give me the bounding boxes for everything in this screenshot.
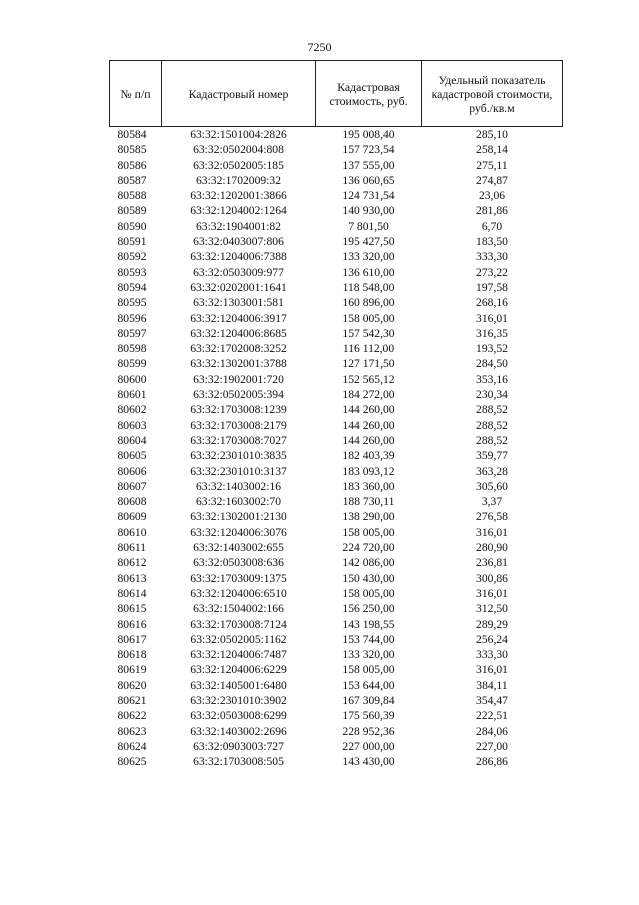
row-number: 80624 — [117, 739, 147, 753]
row-specific-indicator: 284,50 — [476, 357, 508, 371]
row-specific-indicator: 276,58 — [476, 510, 508, 524]
table-row — [110, 647, 563, 662]
row-specific-indicator: 316,01 — [476, 311, 508, 325]
row-cadastral-value: 153 644,00 — [342, 678, 395, 692]
row-specific-indicator: 288,52 — [476, 403, 508, 417]
row-cadastral-value: 144 260,00 — [342, 418, 395, 432]
row-cadastral-value: 188 730,11 — [342, 495, 395, 509]
row-specific-indicator: 3,37 — [481, 495, 503, 509]
row-cadastral-value: 144 260,00 — [342, 403, 395, 417]
row-number: 80614 — [117, 586, 147, 600]
row-cadastral-number: 63:32:1204006:7388 — [190, 250, 287, 264]
row-number: 80597 — [117, 326, 147, 340]
row-number: 80611 — [117, 541, 147, 555]
table-row — [110, 708, 563, 723]
table-row — [110, 158, 563, 173]
table-row — [110, 326, 563, 341]
row-cadastral-value: 182 403,39 — [342, 449, 395, 463]
table-row — [110, 479, 563, 494]
row-cadastral-number: 63:32:0502004:808 — [193, 143, 284, 157]
table-row — [110, 203, 563, 218]
row-specific-indicator: 183,50 — [476, 235, 508, 249]
row-cadastral-value: 144 260,00 — [342, 433, 395, 447]
table-row — [110, 601, 563, 616]
row-number: 80612 — [117, 556, 147, 570]
table-row — [110, 372, 563, 387]
row-number: 80606 — [117, 464, 147, 478]
row-number: 80610 — [117, 525, 147, 539]
header-specific-indicator: Удельный показатель кадастровой стоимости, руб./кв.м — [422, 61, 563, 127]
table-row — [110, 555, 563, 570]
row-cadastral-number: 63:32:1702009:32 — [195, 173, 282, 187]
row-specific-indicator: 258,14 — [476, 143, 508, 157]
row-specific-indicator: 316,01 — [476, 525, 508, 539]
table-row — [110, 188, 563, 203]
row-cadastral-number: 63:32:1902001:720 — [193, 372, 284, 386]
row-specific-indicator: 288,52 — [476, 418, 508, 432]
row-cadastral-number: 63:32:0202001:1641 — [190, 280, 287, 294]
table-row — [110, 540, 563, 555]
table-row — [110, 525, 563, 540]
row-cadastral-number: 63:32:1204006:3917 — [190, 311, 287, 325]
table-row — [110, 356, 563, 371]
table-header — [110, 61, 563, 127]
row-cadastral-number: 63:32:1703009:1375 — [190, 571, 287, 585]
table-row — [110, 341, 563, 356]
row-specific-indicator: 354,47 — [476, 693, 508, 707]
table-row — [110, 678, 563, 693]
table-row — [110, 311, 563, 326]
row-cadastral-value: 158 005,00 — [342, 525, 395, 539]
table-row — [110, 418, 563, 433]
row-specific-indicator: 6,70 — [481, 219, 503, 233]
row-number: 80615 — [117, 602, 147, 616]
row-specific-indicator: 286,86 — [476, 755, 508, 769]
table-row — [110, 754, 563, 769]
row-number: 80613 — [117, 571, 147, 585]
row-number: 80607 — [117, 479, 147, 493]
row-cadastral-number: 63:32:1403002:655 — [193, 541, 284, 555]
table-row — [110, 586, 563, 601]
table-row — [110, 295, 563, 310]
header-cadastral-number: Кадастровый номер — [162, 61, 316, 127]
row-number: 80616 — [117, 617, 147, 631]
row-cadastral-number: 63:32:2301010:3902 — [190, 693, 287, 707]
row-cadastral-value: 127 171,50 — [342, 357, 395, 371]
table-row — [110, 280, 563, 295]
row-cadastral-number: 63:32:1403002:2696 — [190, 724, 287, 738]
table-row — [110, 617, 563, 632]
row-cadastral-value: 184 272,00 — [342, 388, 395, 402]
row-specific-indicator: 359,77 — [476, 449, 508, 463]
row-number: 80591 — [117, 235, 147, 249]
row-cadastral-number: 63:32:1603002:70 — [195, 495, 282, 509]
row-specific-indicator: 353,16 — [476, 372, 508, 386]
table-row — [110, 662, 563, 677]
row-specific-indicator: 256,24 — [476, 632, 508, 646]
row-specific-indicator: 316,01 — [476, 586, 508, 600]
row-cadastral-value: 156 250,00 — [342, 602, 395, 616]
row-cadastral-value: 118 548,00 — [342, 280, 395, 294]
row-cadastral-number: 63:32:1703008:2179 — [190, 418, 287, 432]
row-cadastral-number: 63:32:1703008:7124 — [190, 617, 287, 631]
table-row — [110, 127, 563, 143]
header-num: № п/п — [110, 61, 162, 127]
row-number: 80593 — [117, 265, 147, 279]
table-row — [110, 509, 563, 524]
row-cadastral-number: 63:32:0502005:394 — [193, 388, 284, 402]
row-cadastral-number: 63:32:0503009:977 — [193, 265, 284, 279]
row-cadastral-number: 63:32:1504002:166 — [193, 602, 284, 616]
row-number: 80586 — [117, 158, 147, 172]
row-specific-indicator: 284,06 — [476, 724, 508, 738]
row-number: 80617 — [117, 632, 147, 646]
row-cadastral-value: 136 610,00 — [342, 265, 395, 279]
table-row — [110, 448, 563, 463]
row-cadastral-number: 63:32:0503008:636 — [193, 556, 284, 570]
table-row — [110, 693, 563, 708]
row-cadastral-value: 195 008,40 — [342, 128, 395, 141]
row-number: 80600 — [117, 372, 147, 386]
row-cadastral-value: 7 801,50 — [348, 219, 389, 233]
row-cadastral-number: 63:32:1204002:1264 — [190, 204, 287, 218]
row-number: 80587 — [117, 173, 147, 187]
row-cadastral-value: 133 320,00 — [342, 250, 395, 264]
row-cadastral-number: 63:32:1703008:7027 — [190, 433, 287, 447]
table-row — [110, 724, 563, 739]
row-cadastral-value: 195 427,50 — [342, 235, 395, 249]
row-cadastral-value: 157 542,30 — [342, 326, 395, 340]
row-number: 80584 — [117, 128, 147, 141]
row-specific-indicator: 384,11 — [476, 678, 508, 692]
row-specific-indicator: 288,52 — [476, 433, 508, 447]
row-number: 80618 — [117, 648, 147, 662]
row-number: 80608 — [117, 495, 147, 509]
row-cadastral-value: 158 005,00 — [342, 663, 395, 677]
row-number: 80620 — [117, 678, 147, 692]
table-body — [110, 127, 563, 770]
row-cadastral-value: 133 320,00 — [342, 648, 395, 662]
row-specific-indicator: 222,51 — [476, 709, 508, 723]
row-cadastral-value: 160 896,00 — [342, 296, 395, 310]
row-cadastral-value: 124 731,54 — [342, 189, 395, 203]
row-cadastral-number: 63:32:1703008:505 — [193, 755, 284, 769]
table-row — [110, 464, 563, 479]
row-specific-indicator: 227,00 — [476, 739, 508, 753]
header-cadastral-value: Кадастровая стоимость, руб. — [316, 61, 422, 127]
table-row — [110, 234, 563, 249]
table-row — [110, 433, 563, 448]
row-cadastral-number: 63:32:1501004:2826 — [190, 128, 287, 141]
row-number: 80601 — [117, 388, 147, 402]
row-number: 80603 — [117, 418, 147, 432]
row-cadastral-value: 157 723,54 — [342, 143, 395, 157]
row-cadastral-number: 63:32:1204006:3076 — [190, 525, 287, 539]
row-specific-indicator: 316,35 — [476, 326, 508, 340]
row-number: 80592 — [117, 250, 147, 264]
row-number: 80609 — [117, 510, 147, 524]
row-cadastral-value: 224 720,00 — [342, 541, 395, 555]
row-cadastral-number: 63:32:1403002:16 — [195, 479, 282, 493]
row-number: 80588 — [117, 189, 147, 203]
row-cadastral-number: 63:32:1405001:6480 — [190, 678, 287, 692]
row-specific-indicator: 312,50 — [476, 602, 508, 616]
row-cadastral-number: 63:32:2301010:3137 — [190, 464, 287, 478]
row-cadastral-number: 63:32:1702008:3252 — [190, 342, 287, 356]
row-cadastral-value: 138 290,00 — [342, 510, 395, 524]
table-row — [110, 571, 563, 586]
row-number: 80622 — [117, 709, 147, 723]
row-cadastral-value: 143 430,00 — [342, 755, 395, 769]
row-number: 80625 — [117, 755, 147, 769]
row-number: 80594 — [117, 280, 147, 294]
table-row — [110, 494, 563, 509]
row-number: 80596 — [117, 311, 147, 325]
table-row — [110, 249, 563, 264]
row-specific-indicator: 333,30 — [476, 250, 508, 264]
header-row — [110, 61, 563, 127]
row-number: 80595 — [117, 296, 147, 310]
row-number: 80585 — [117, 143, 147, 157]
table-row — [110, 173, 563, 188]
row-cadastral-value: 175 560,39 — [342, 709, 395, 723]
row-cadastral-value: 158 005,00 — [342, 311, 395, 325]
row-specific-indicator: 236,81 — [476, 556, 508, 570]
row-number: 80599 — [117, 357, 147, 371]
row-specific-indicator: 197,58 — [476, 280, 508, 294]
row-specific-indicator: 363,28 — [476, 464, 508, 478]
table-row — [110, 265, 563, 280]
row-cadastral-value: 167 309,84 — [342, 693, 395, 707]
row-number: 80605 — [117, 449, 147, 463]
row-cadastral-value: 137 555,00 — [342, 158, 395, 172]
row-cadastral-number: 63:32:1303001:581 — [193, 296, 284, 310]
row-cadastral-number: 63:32:2301010:3835 — [190, 449, 287, 463]
row-cadastral-value: 183 093,12 — [342, 464, 395, 478]
row-specific-indicator: 23,06 — [478, 189, 506, 203]
table-row — [110, 219, 563, 234]
row-cadastral-number: 63:32:1302001:2130 — [190, 510, 287, 524]
row-cadastral-number: 63:32:0903003:727 — [193, 739, 284, 753]
row-number: 80619 — [117, 663, 147, 677]
row-cadastral-value: 153 744,00 — [342, 632, 395, 646]
row-number: 80621 — [117, 693, 147, 707]
row-specific-indicator: 274,87 — [476, 173, 508, 187]
row-number: 80598 — [117, 342, 147, 356]
row-number: 80602 — [117, 403, 147, 417]
row-number: 80604 — [117, 433, 147, 447]
row-specific-indicator: 230,34 — [476, 388, 508, 402]
row-cadastral-number: 63:32:1904001:82 — [195, 219, 282, 233]
row-cadastral-number: 63:32:0503008:6299 — [190, 709, 287, 723]
row-specific-indicator: 300,86 — [476, 571, 508, 585]
row-number: 80590 — [117, 219, 147, 233]
row-cadastral-number: 63:32:1202001:3866 — [190, 189, 287, 203]
row-cadastral-number: 63:32:1703008:1239 — [190, 403, 287, 417]
row-cadastral-value: 142 086,00 — [342, 556, 395, 570]
row-cadastral-value: 150 430,00 — [342, 571, 395, 585]
row-cadastral-value: 136 060,65 — [342, 173, 395, 187]
row-cadastral-number: 63:32:1302001:3788 — [190, 357, 287, 371]
row-cadastral-value: 227 000,00 — [342, 739, 395, 753]
row-cadastral-number: 63:32:0502005:1162 — [190, 632, 287, 646]
row-specific-indicator: 285,10 — [476, 128, 508, 141]
row-specific-indicator: 333,30 — [476, 648, 508, 662]
row-number: 80623 — [117, 724, 147, 738]
row-cadastral-value: 228 952,36 — [342, 724, 395, 738]
table-row — [110, 142, 563, 157]
row-specific-indicator: 281,86 — [476, 204, 508, 218]
row-number: 80589 — [117, 204, 147, 218]
row-cadastral-value: 143 198,55 — [342, 617, 395, 631]
row-cadastral-number: 63:32:1204006:7487 — [190, 648, 287, 662]
row-specific-indicator: 305,60 — [476, 479, 508, 493]
row-cadastral-number: 63:32:1204006:6229 — [190, 663, 287, 677]
row-cadastral-value: 116 112,00 — [342, 342, 395, 356]
row-specific-indicator: 289,29 — [476, 617, 508, 631]
row-specific-indicator: 193,52 — [476, 342, 508, 356]
row-specific-indicator: 280,90 — [476, 541, 508, 555]
row-cadastral-value: 140 930,00 — [342, 204, 395, 218]
row-specific-indicator: 273,22 — [476, 265, 508, 279]
table-row — [110, 632, 563, 647]
row-cadastral-number: 63:32:0403007:806 — [193, 235, 284, 249]
table-row — [110, 387, 563, 402]
row-cadastral-value: 158 005,00 — [342, 586, 395, 600]
row-specific-indicator: 268,16 — [476, 296, 508, 310]
row-specific-indicator: 275,11 — [476, 158, 508, 172]
row-specific-indicator: 316,01 — [476, 663, 508, 677]
row-cadastral-value: 183 360,00 — [342, 479, 395, 493]
page-number: 7250 — [307, 40, 332, 54]
cadastral-table — [109, 60, 563, 769]
row-cadastral-number: 63:32:0502005:185 — [193, 158, 284, 172]
table-row — [110, 402, 563, 417]
row-cadastral-number: 63:32:1204006:8685 — [190, 326, 287, 340]
row-cadastral-value: 152 565,12 — [342, 372, 395, 386]
row-cadastral-number: 63:32:1204006:6510 — [190, 586, 287, 600]
table-row — [110, 739, 563, 754]
